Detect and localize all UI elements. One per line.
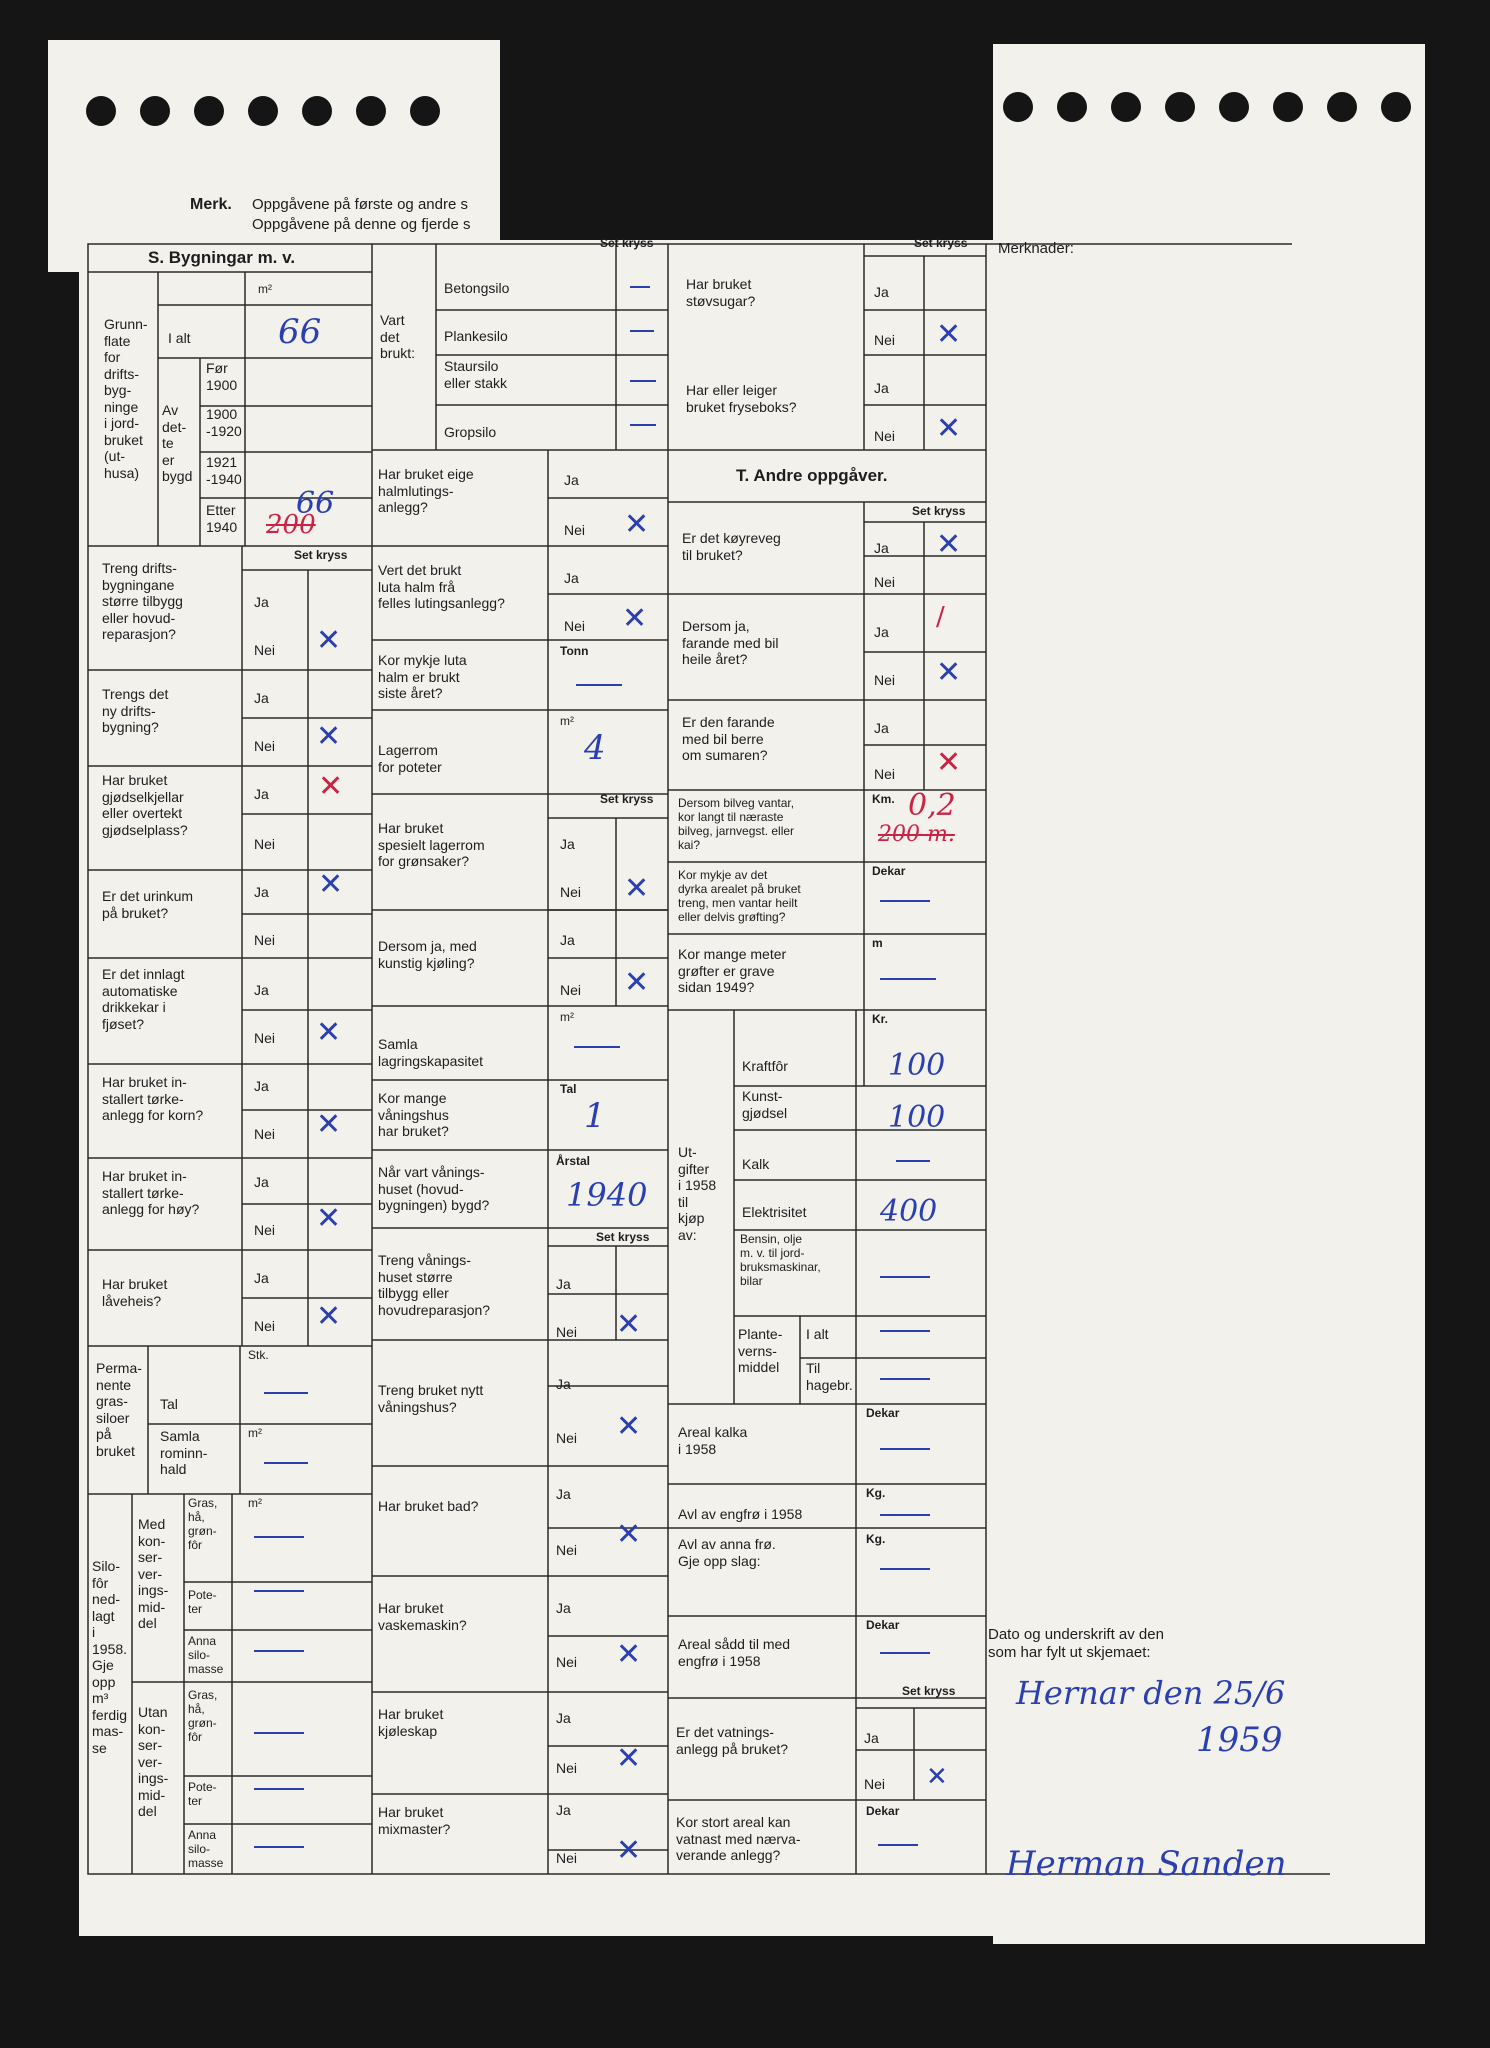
q-vaningshus: Kor mange våningshus har bruket?	[378, 1090, 449, 1140]
ja-label: Ja	[864, 1730, 879, 1746]
check-mark-icon: ✕	[624, 965, 650, 1000]
silo-planke: Plankesilo	[444, 328, 508, 344]
set-kryss-col3-lower: Set kryss	[902, 1684, 956, 1698]
poteter-label: Pote- ter	[188, 1780, 217, 1809]
ja-label: Ja	[254, 884, 269, 900]
kr-label: Kr.	[872, 1012, 889, 1026]
tal-label: Tal	[560, 1082, 577, 1096]
nei-label: Nei	[874, 332, 896, 348]
silo-grop: Gropsilo	[444, 424, 497, 440]
check-mark-icon: ✕	[936, 527, 962, 562]
nei-label: Nei	[874, 574, 896, 590]
check-mark-icon: ✕	[616, 1741, 642, 1776]
check-mark-icon: ✕	[616, 1517, 642, 1552]
entry-dash	[880, 1276, 930, 1278]
q-tilbygg: Treng drifts- bygningane større tilbygg eller hovud- reparasjon?	[102, 560, 183, 643]
hw-place-date: Hernar den 25/6	[1016, 1674, 1286, 1712]
nei-label: Nei	[556, 1542, 578, 1558]
entry-dash	[264, 1392, 308, 1394]
entry-dash	[574, 1046, 620, 1048]
tal-label: Tal	[160, 1396, 178, 1412]
entry-dash	[880, 1330, 930, 1332]
entry-dash	[630, 286, 650, 288]
q-treng-tilbygg: Treng vånings- huset større tilbygg eller hovudreparasjon?	[378, 1252, 491, 1318]
q-nytt-vaningshus: Treng bruket nytt våningshus?	[378, 1382, 484, 1415]
set-kryss-col2-lower: Set kryss	[596, 1230, 650, 1244]
q-torke-korn: Har bruket in- stallert tørke- anlegg for korn?	[102, 1074, 204, 1124]
check-mark-icon: ✕	[926, 1762, 948, 1792]
hw-kraftfor: 100	[888, 1048, 946, 1083]
q-avl-engfro: Avl av engfrø i 1958	[678, 1506, 803, 1522]
plantevern-label: Plante- verns- middel	[738, 1326, 783, 1376]
entry-dash	[880, 900, 930, 902]
hw-km-struck: 200 m.	[878, 822, 955, 847]
check-mark-icon: ✕	[616, 1833, 642, 1868]
nei-label: Nei	[556, 1850, 578, 1866]
m3-label: m²	[560, 1010, 574, 1024]
check-mark-icon: ✕	[624, 507, 650, 542]
merknader-label: Merknader:	[998, 240, 1074, 257]
period-1900-1920: 1900 -1920	[206, 406, 242, 439]
check-mark-icon: /	[936, 602, 945, 632]
nei-label: Nei	[254, 1318, 276, 1334]
check-mark-icon: ✕	[622, 601, 648, 636]
silo-staur: Staursilo eller stakk	[444, 358, 508, 391]
kg-label: Kg.	[866, 1532, 886, 1546]
utan-konservering-label: Utan kon- ser- ver- ings- mid- del	[138, 1704, 169, 1820]
i-alt-label: I alt	[168, 330, 191, 346]
nei-label: Nei	[874, 428, 896, 444]
check-mark-icon: ✕	[936, 745, 962, 780]
ja-label: Ja	[254, 1174, 269, 1190]
ja-label: Ja	[874, 720, 889, 736]
signature-label: Dato og underskrift av den som har fylt ut skjemaet:	[988, 1626, 1164, 1661]
hw-lagerrom-m2: 4	[584, 728, 606, 768]
ja-label: Ja	[874, 624, 889, 640]
gras-label: Gras, hå, grøn- fôr	[188, 1496, 218, 1553]
q-grofter-meter: Kor mange meter grøfter er grave sidan 1949?	[678, 946, 787, 996]
m-label: m	[872, 936, 883, 950]
dekar-label: Dekar	[866, 1804, 900, 1818]
ja-label: Ja	[564, 570, 579, 586]
entry-dash	[576, 684, 622, 686]
ja-label: Ja	[560, 836, 575, 852]
nei-label: Nei	[254, 932, 276, 948]
q-stovsugar: Har bruket støvsugar?	[686, 276, 756, 309]
set-kryss-col2: Set kryss	[600, 792, 654, 806]
q-kor-mykje-halm: Kor mykje luta halm er brukt siste året?	[378, 652, 467, 702]
m3-label: m²	[248, 1496, 262, 1510]
nei-label: Nei	[556, 1324, 578, 1340]
entry-dash	[254, 1846, 304, 1848]
q-grofting: Kor mykje av det dyrka arealet på bruket treng, men vantar heilt eller delvis grøfting?	[678, 868, 801, 925]
arstal-label: Årstal	[556, 1154, 591, 1168]
anna-silomasse-label: Anna silo- masse	[188, 1634, 224, 1677]
nei-label: Nei	[254, 1030, 276, 1046]
ja-label: Ja	[254, 1270, 269, 1286]
dekar-label: Dekar	[866, 1406, 900, 1420]
set-kryss-col3-top: Set kryss	[914, 236, 968, 250]
q-halmluting: Har bruket eige halmlutings- anlegg?	[378, 466, 474, 516]
entry-dash	[880, 1568, 930, 1570]
hw-i-alt-area: 66	[278, 312, 322, 352]
q-torke-hoy: Har bruket in- stallert tørke- anlegg for høy?	[102, 1168, 200, 1218]
hw-bygd-aar: 1940	[566, 1176, 648, 1214]
note-line-2: Oppgåvene på denne og fjerde s	[252, 216, 471, 233]
entry-dash	[254, 1788, 304, 1790]
ja-label: Ja	[254, 690, 269, 706]
q-drikkekar: Er det innlagt automatiske drikkekar i fjøset?	[102, 966, 185, 1032]
note-label: Merk.	[190, 196, 232, 213]
q-bil-heile-aaret: Dersom ja, farande med bil heile året?	[682, 618, 779, 668]
check-mark-icon: ✕	[616, 1637, 642, 1672]
hw-km-value: 0,2	[908, 788, 956, 823]
note-line-1: Oppgåvene på første og andre s	[252, 196, 468, 213]
q-fryseboks: Har eller leiger bruket fryseboks?	[686, 382, 797, 415]
check-mark-icon: ✕	[316, 719, 342, 754]
q-avl-anna-fro: Avl av anna frø. Gje opp slag:	[678, 1536, 776, 1569]
q-felles-luting: Vert det brukt luta halm frå felles lutingsanlegg?	[378, 562, 505, 612]
nei-label: Nei	[874, 672, 896, 688]
q-kjoleskap: Har bruket kjøleskap	[378, 1706, 444, 1739]
utgifter-label: Ut- gifter i 1958 til kjøp av:	[678, 1144, 717, 1243]
samla-rominnhald-label: Samla rominn- hald	[160, 1428, 208, 1478]
plantevern-i-alt: I alt	[806, 1326, 829, 1342]
check-mark-icon: ✕	[318, 769, 344, 804]
entry-dash	[264, 1462, 308, 1464]
entry-dash	[880, 1448, 930, 1450]
silo-betong: Betongsilo	[444, 280, 510, 296]
stk-label: Stk.	[248, 1348, 269, 1362]
av-dette-label: Av det- te er bygd	[162, 402, 193, 485]
dekar-label: Dekar	[872, 864, 906, 878]
vart-det-brukt-label: Vart det brukt:	[380, 312, 416, 362]
check-mark-icon: ✕	[318, 867, 344, 902]
med-konservering-label: Med kon- ser- ver- ings- mid- del	[138, 1516, 169, 1632]
hw-year: 1959	[1196, 1720, 1283, 1760]
q-vaskemaskin: Har bruket vaskemaskin?	[378, 1600, 467, 1633]
entry-dash	[880, 1378, 930, 1380]
ja-label: Ja	[874, 540, 889, 556]
kraftfor-label: Kraftfôr	[742, 1058, 788, 1074]
q-mixmaster: Har bruket mixmaster?	[378, 1804, 451, 1837]
q-ny-bygning: Trengs det ny drifts- bygning?	[102, 686, 169, 736]
q-bad: Har bruket bad?	[378, 1498, 479, 1514]
nei-label: Nei	[560, 884, 582, 900]
period-1921-1940: 1921 -1940	[206, 454, 242, 487]
check-mark-icon: ✕	[616, 1409, 642, 1444]
check-mark-icon: ✕	[616, 1307, 642, 1342]
entry-dash	[878, 1844, 918, 1846]
nei-label: Nei	[556, 1430, 578, 1446]
set-kryss-col2-top: Set kryss	[600, 236, 654, 250]
q-gronsaker: Har bruket spesielt lagerrom for grønsaker?	[378, 820, 485, 870]
ja-label: Ja	[874, 380, 889, 396]
q-lagerrom-poteter: Lagerrom for poteter	[378, 742, 442, 775]
ja-label: Ja	[556, 1802, 571, 1818]
nei-label: Nei	[254, 836, 276, 852]
q-vatningsanlegg: Er det vatnings- anlegg på bruket?	[676, 1724, 789, 1757]
q-samla-lager: Samla lagringskapasitet	[378, 1036, 484, 1069]
kalk-label: Kalk	[742, 1156, 770, 1172]
ja-label: Ja	[254, 594, 269, 610]
bensin-label: Bensin, olje m. v. til jord- bruksmaskinar, bilar	[740, 1232, 821, 1289]
period-after-1940: Etter 1940	[206, 502, 238, 535]
kunstgjodsel-label: Kunst- gjødsel	[742, 1088, 788, 1121]
q-kjoling: Dersom ja, med kunstig kjøling?	[378, 938, 477, 971]
nei-label: Nei	[254, 642, 276, 658]
entry-dash	[254, 1590, 304, 1592]
m2-label: m²	[248, 1426, 262, 1440]
check-mark-icon: ✕	[936, 317, 962, 352]
q-vaningshus-bygd: Når vart vånings- huset (hovud- bygningen) bygd?	[378, 1164, 490, 1214]
m2-label: m²	[560, 714, 574, 728]
entry-dash	[880, 1652, 930, 1654]
grunnflate-label: Grunn- flate for drifts- byg- ninge i jord- bruket (ut- husa)	[104, 316, 148, 481]
q-vatnast-areal: Kor stort areal kan vatnast med nærva- verande anlegg?	[676, 1814, 801, 1864]
q-laveheis: Har bruket låveheis?	[102, 1276, 168, 1309]
ja-label: Ja	[556, 1376, 571, 1392]
entry-dash	[630, 330, 654, 332]
m2-header: m²	[258, 282, 272, 296]
ja-label: Ja	[556, 1710, 571, 1726]
check-mark-icon: ✕	[624, 871, 650, 906]
entry-dash	[254, 1536, 304, 1538]
check-mark-icon: ✕	[316, 1201, 342, 1236]
q-gjodselkjellar: Har bruket gjødselkjellar eller overtekt gjødselplass?	[102, 772, 188, 838]
ja-label: Ja	[564, 472, 579, 488]
ja-label: Ja	[254, 982, 269, 998]
check-mark-icon: ✕	[936, 655, 962, 690]
entry-dash	[896, 1160, 930, 1162]
set-kryss-col1: Set kryss	[294, 548, 348, 562]
entry-dash	[630, 380, 656, 382]
elektrisitet-label: Elektrisitet	[742, 1204, 807, 1220]
entry-dash	[630, 424, 656, 426]
nei-label: Nei	[556, 1760, 578, 1776]
check-mark-icon: ✕	[316, 1107, 342, 1142]
hw-struck-value: 200	[266, 510, 316, 540]
nei-label: Nei	[254, 1222, 276, 1238]
check-mark-icon: ✕	[316, 1299, 342, 1334]
tonn-label: Tonn	[560, 644, 589, 658]
permanente-siloer-label: Perma- nente gras- siloer på bruket	[96, 1360, 142, 1459]
gras-label: Gras, hå, grøn- fôr	[188, 1688, 218, 1745]
hw-etter-1940: 66	[296, 486, 335, 521]
entry-dash	[880, 978, 936, 980]
q-areal-sadd: Areal sådd til med engfrø i 1958	[678, 1636, 791, 1669]
ja-label: Ja	[560, 932, 575, 948]
anna-silomasse-label: Anna silo- masse	[188, 1828, 224, 1871]
entry-dash	[880, 1514, 930, 1516]
q-urinkum: Er det urinkum på bruket?	[102, 888, 194, 921]
nei-label: Nei	[564, 522, 586, 538]
q-berre-sumaren: Er den farande med bil berre om sumaren?	[682, 714, 775, 764]
ja-label: Ja	[254, 1078, 269, 1094]
section-t-title: T. Andre oppgåver.	[736, 466, 888, 485]
check-mark-icon: ✕	[316, 1015, 342, 1050]
nei-label: Nei	[560, 982, 582, 998]
nei-label: Nei	[254, 738, 276, 754]
nei-label: Nei	[556, 1654, 578, 1670]
nei-label: Nei	[564, 618, 586, 634]
plantevern-hagebr: Til hagebr.	[806, 1360, 853, 1393]
hw-vaningshus-tal: 1	[584, 1096, 606, 1136]
hw-elektrisitet: 400	[880, 1194, 938, 1229]
q-koyreveg: Er det køyreveg til bruket?	[682, 530, 781, 563]
entry-dash	[254, 1650, 304, 1652]
q-bilveg-avstand: Dersom bilveg vantar, kor langt til næraste bilveg, jarnvegst. eller kai?	[678, 796, 795, 853]
ja-label: Ja	[556, 1600, 571, 1616]
dekar-label: Dekar	[866, 1618, 900, 1632]
ja-label: Ja	[254, 786, 269, 802]
set-kryss-col3: Set kryss	[912, 504, 966, 518]
period-before-1900: Før 1900	[206, 360, 238, 393]
hw-signature: Herman Sanden	[1006, 1844, 1287, 1884]
section-s-title: S. Bygningar m. v.	[148, 248, 296, 267]
hw-kunstgjodsel: 100	[888, 1100, 946, 1135]
ja-label: Ja	[874, 284, 889, 300]
km-label: Km.	[872, 792, 895, 806]
q-areal-kalka: Areal kalka i 1958	[678, 1424, 748, 1457]
ja-label: Ja	[556, 1486, 571, 1502]
nei-label: Nei	[254, 1126, 276, 1142]
ja-label: Ja	[556, 1276, 571, 1292]
silofor-label: Silo- fôr ned- lagt i 1958. Gje opp m³ ferdig mas- se	[92, 1558, 128, 1756]
check-mark-icon: ✕	[316, 623, 342, 658]
entry-dash	[254, 1732, 304, 1734]
poteter-label: Pote- ter	[188, 1588, 217, 1617]
kg-label: Kg.	[866, 1486, 886, 1500]
nei-label: Nei	[864, 1776, 886, 1792]
check-mark-icon: ✕	[936, 411, 962, 446]
nei-label: Nei	[874, 766, 896, 782]
